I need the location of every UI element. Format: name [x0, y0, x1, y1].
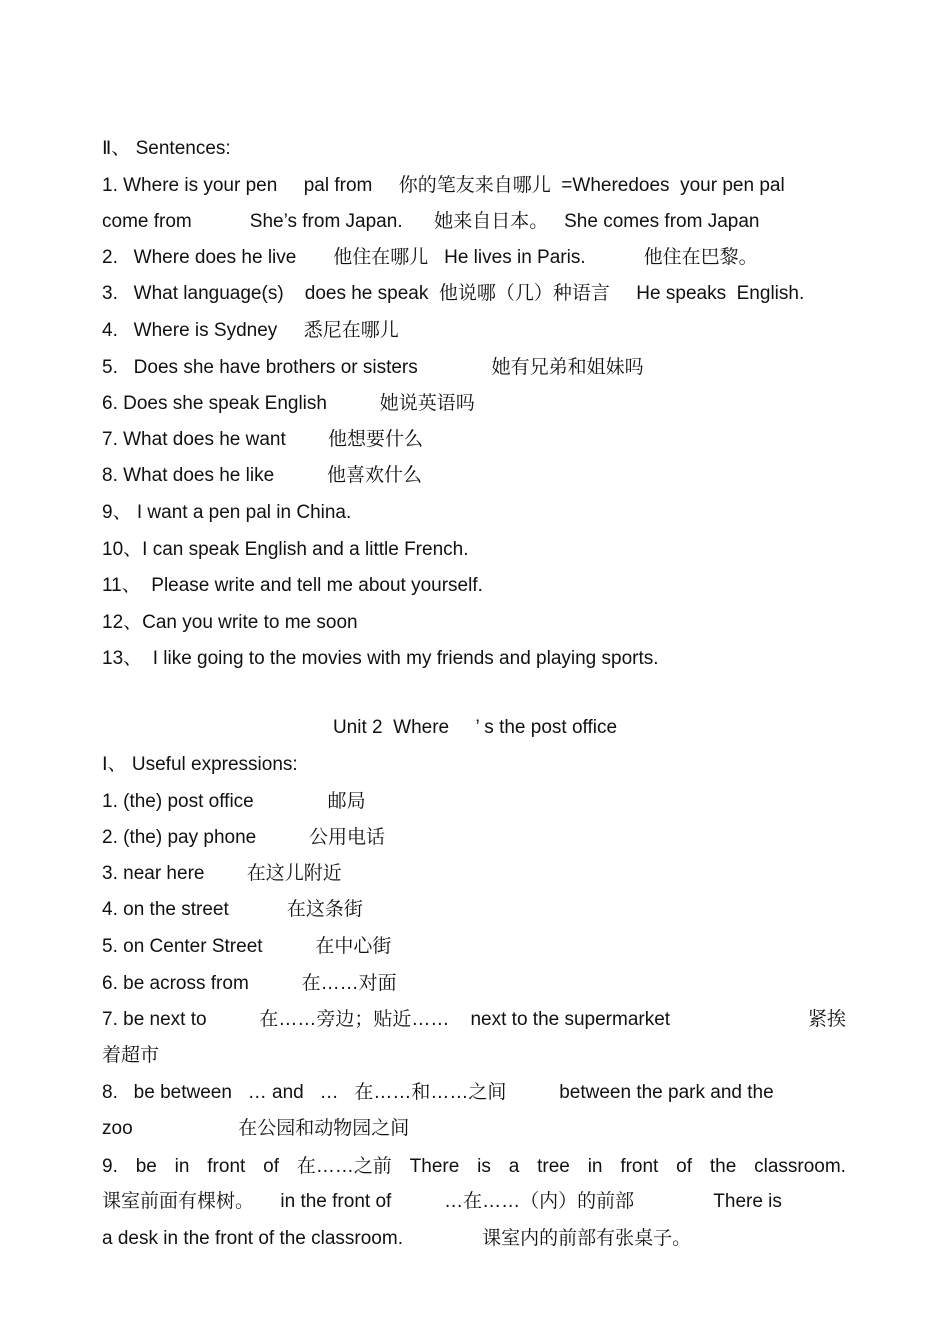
sentence-12: 12、Can you write to me soon — [102, 612, 358, 633]
e9-word: be — [135, 1156, 157, 1177]
expression-8-line-2: zoo 在公园和动物园之间 — [102, 1118, 410, 1139]
expression-1: 1. (the) post office 邮局 — [102, 791, 366, 812]
expression-8-line-1: 8. be between … and … 在……和……之间 between the park and the — [102, 1082, 774, 1103]
unit-2-title: Unit 2 Where ’ s the post office — [332, 717, 618, 738]
e9-word: classroom. — [754, 1156, 846, 1177]
e9-word: a — [508, 1156, 520, 1177]
e9-word: of — [676, 1156, 693, 1177]
e9-word: 9. — [102, 1156, 118, 1177]
e9-word: tree — [537, 1156, 570, 1177]
sentence-11: 11、 Please write and tell me about yourself. — [102, 575, 483, 596]
expression-3: 3. near here 在这儿附近 — [102, 863, 342, 884]
e9-word: in — [587, 1156, 603, 1177]
e9-word: There — [409, 1156, 460, 1177]
sentence-1-line-2: come from She’s from Japan. 她来自日本。 She comes from Japan — [102, 211, 760, 232]
e9-word: 在……之前 — [296, 1156, 392, 1177]
sentence-5: 5. Does she have brothers or sisters 她有兄弟和姐妹吗 — [102, 357, 644, 378]
sentence-13: 13、 I like going to the movies with my friends and playing sports. — [102, 648, 659, 669]
sentence-3: 3. What language(s) does he speak 他说哪（几）种语言 He speaks English. — [102, 283, 805, 304]
expression-7-line-1: 7. be next to 在……旁边；贴近…… next to the supermarket — [102, 1009, 671, 1030]
e9-word: is — [477, 1156, 491, 1177]
expression-2: 2. (the) pay phone 公用电话 — [102, 827, 386, 848]
section-heading-sentences: Ⅱ、 Sentences: — [102, 138, 231, 159]
expression-7-line-1-tail: 紧挨 — [807, 1009, 846, 1030]
section-heading-useful-expressions: Ⅰ、 Useful expressions: — [102, 754, 298, 775]
sentence-7: 7. What does he want 他想要什么 — [102, 429, 424, 450]
sentence-8: 8. What does he like 他喜欢什么 — [102, 465, 422, 486]
e9-word: in — [174, 1156, 190, 1177]
e9-word: front — [620, 1156, 659, 1177]
sentence-6: 6. Does she speak English 她说英语吗 — [102, 393, 475, 414]
expression-6: 6. be across from 在……对面 — [102, 973, 397, 994]
expression-7-line-2: 着超市 — [102, 1045, 160, 1066]
e9-word: of — [263, 1156, 279, 1177]
sentence-9: 9、 I want a pen pal in China. — [102, 502, 352, 523]
expression-9-line-2: 课室前面有棵树。 in the front of …在……（内）的前部 There is — [102, 1191, 782, 1212]
expression-5: 5. on Center Street 在中心街 — [102, 936, 392, 957]
sentence-1-line-1: 1. Where is your pen pal from 你的笔友来自哪儿 =Wheredoes your pen pal — [102, 175, 785, 196]
sentence-2: 2. Where does he live 他住在哪儿 He lives in Paris. 他住在巴黎。 — [102, 247, 758, 268]
sentence-10: 10、I can speak English and a little French. — [102, 539, 469, 560]
expression-9-line-3: a desk in the front of the classroom. 课室内的前部有张桌子。 — [102, 1228, 692, 1249]
expression-9-line-1 — [102, 1154, 846, 1180]
expression-4: 4. on the street 在这条街 — [102, 899, 363, 920]
sentence-4: 4. Where is Sydney 悉尼在哪儿 — [102, 320, 399, 341]
e9-word: front — [207, 1156, 246, 1177]
e9-word: the — [709, 1156, 737, 1177]
